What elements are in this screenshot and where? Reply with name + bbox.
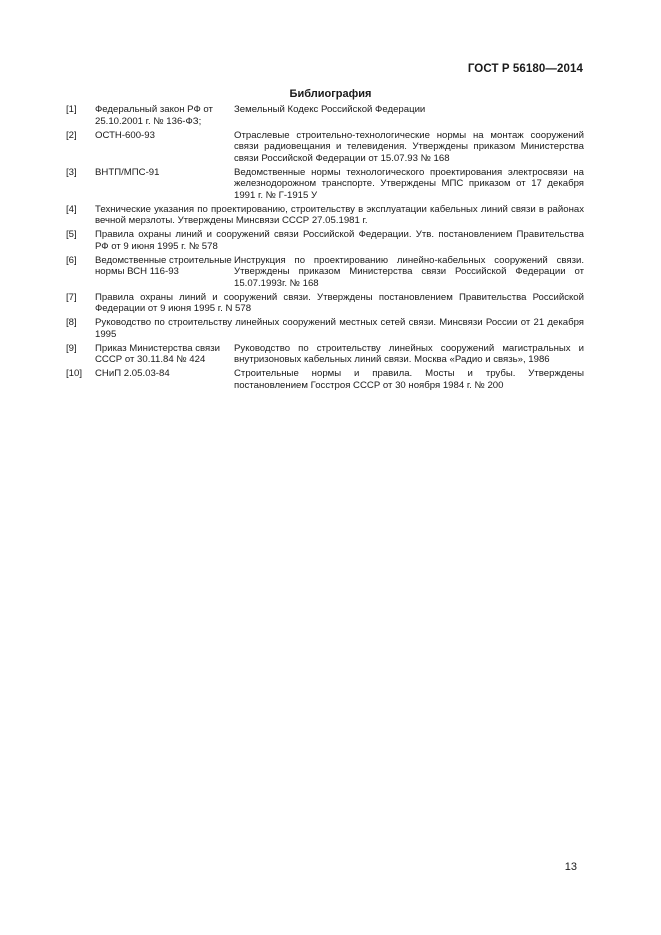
page-number: 13 [564, 861, 577, 873]
entry-number: [8] [66, 317, 77, 328]
entry-source: СНиП 2.05.03-84 [95, 368, 170, 379]
entry-number: [1] [66, 104, 77, 115]
entry-source: ОСТН-600-93 [95, 129, 155, 141]
entry-number: [4] [66, 203, 77, 215]
entry-description: Строительные нормы и правила. Мосты и трубы. Утверждены постановлением Госстроя СССР от 30 ноября 1984 г. № 200 [234, 368, 584, 391]
bibliography-entry [60, 292, 584, 315]
entry-number: [7] [66, 291, 77, 303]
entry-source: Ведомственные строительные нормы ВСН 116-93 [95, 254, 232, 277]
bibliography-entry [60, 317, 584, 340]
entry-description: Руководство по строительству линейных сооружений местных сетей связи. Минсвязи России от 21 декабря 1995 [95, 317, 584, 340]
entry-description: Руководство по строительству линейных сооружений магистральных и внутризоновых кабельных линий связи. Москва «Радио и связь», 1986 [234, 342, 584, 365]
bibliography-entry [60, 130, 584, 165]
entry-number: [2] [66, 129, 77, 141]
bibliography-entry [60, 204, 584, 227]
bibliography-list [60, 104, 584, 394]
entry-number: [9] [66, 342, 77, 354]
bibliography-entry [60, 255, 584, 290]
bibliography-entry [60, 104, 584, 127]
entry-description: Ведомственные нормы технологического проектирования электросвязи на железнодорожном транспорте. Утверждены МПС приказом от 17 декабря 1991 г. № Г-1915 У [234, 166, 584, 201]
entry-description: Технические указания по проектированию, строительству в эксплуатации кабельных линий связи в районах вечной мерзлоты. Утверждены Минсвязи СССР 27.05.1981 г. [95, 203, 584, 226]
entry-source: Приказ Министерства связи СССР от 30.11.84 № 424 [95, 342, 220, 365]
bibliography-entry [60, 368, 584, 391]
entry-source: ВНТП/МПС-91 [95, 166, 160, 178]
bibliography-entry [60, 229, 584, 252]
bibliography-entry [60, 167, 584, 202]
entry-description: Инструкция по проектированию линейно-кабельных сооружений связи. Утверждены приказом Министерства связи Российской Федерации от 15.07.1993г. № 168 [234, 254, 584, 289]
document-code: ГОСТ Р 56180—2014 [467, 63, 583, 75]
entry-source: Федеральный закон РФ от 25.10.2001 г. № 136-ФЗ; [95, 104, 213, 127]
entry-description: Отраслевые строительно-технологические нормы на монтаж сооружений связи радиовещания и телевидения. Утверждены приказом Министерства связи Российской Федерации от 15.07.93 № 168 [234, 129, 584, 164]
bibliography-entry [60, 343, 584, 366]
entry-number: [3] [66, 166, 77, 178]
entry-number: [6] [66, 254, 77, 266]
entry-number: [5] [66, 229, 77, 240]
section-title: Библиография [289, 88, 372, 100]
entry-description: Правила охраны линий и сооружений связи Российской Федерации. Утв. постановлением Правительства РФ от 9 июня 1995 г. № 578 [95, 229, 584, 252]
entry-description: Земельный Кодекс Российской Федерации [234, 104, 426, 115]
entry-description: Правила охраны линий и сооружений связи. Утверждены постановлением Правительства Российской Федерации от 9 июня 1995 г. N 578 [95, 291, 584, 314]
entry-number: [10] [66, 368, 83, 379]
